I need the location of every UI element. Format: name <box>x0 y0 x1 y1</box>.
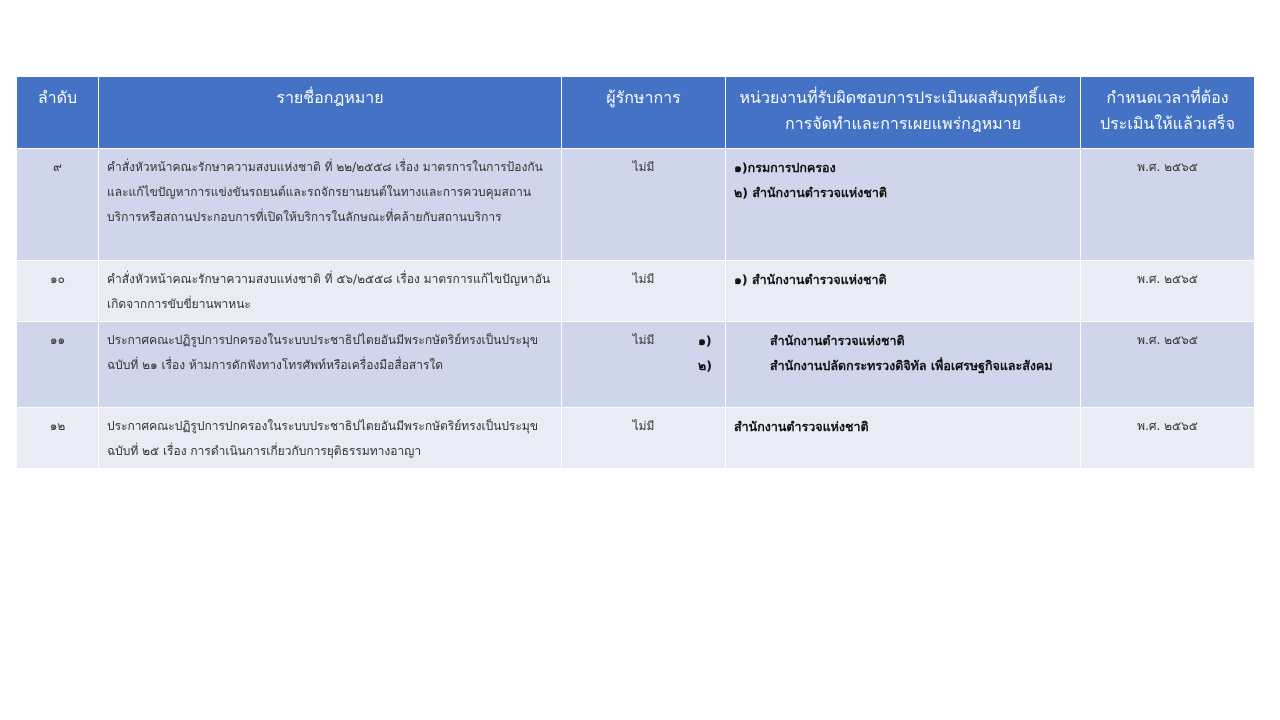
law-table <box>16 76 1255 469</box>
agency-item: ๒) สำนักงานตำรวจแห่งชาติ <box>734 185 887 200</box>
agency-item: ๑) สำนักงานตำรวจแห่งชาติ <box>698 333 905 348</box>
row-law-name <box>99 408 562 469</box>
agency-item: สำนักงานตำรวจแห่งชาติ <box>734 419 869 434</box>
row-caretaker: ไม่มี <box>562 149 726 261</box>
row-caretaker: ไม่มี <box>562 322 726 408</box>
row-law-name <box>99 149 562 261</box>
table-row <box>17 322 1255 408</box>
table-row <box>17 149 1255 261</box>
row-caretaker: ไม่มี <box>562 408 726 469</box>
row-law-name <box>99 322 562 408</box>
row-agency <box>698 322 1081 408</box>
agency-item: ๒) สำนักงานปลัดกระทรวงดิจิทัล เพื่อเศรษฐกิจและสังคม <box>698 358 1053 373</box>
table-header-row <box>17 77 1255 149</box>
agency-item: ๑) สำนักงานตำรวจแห่งชาติ <box>734 272 887 287</box>
row-deadline: พ.ศ. ๒๕๖๕ <box>1081 261 1255 322</box>
table-row <box>17 261 1255 322</box>
row-law-name <box>99 261 562 322</box>
row-deadline: พ.ศ. ๒๕๖๕ <box>1081 408 1255 469</box>
row-order: ๑๑ <box>17 322 99 408</box>
row-agency <box>726 261 1081 322</box>
law-name-text: ประกาศคณะปฏิรูปการปกครองในระบบประชาธิปไตยอันมีพระกษัตริย์ทรงเป็นประมุขฉบับที่ ๒๕ เรื่อง การดำเนินการเกี่ยวกับการยุติธรรมทางอาญา <box>107 419 539 458</box>
header-agency: หน่วยงานที่รับผิดชอบการประเมินผลสัมฤทธิ์และการจัดทำและการเผยแพร่กฎหมาย <box>726 77 1081 149</box>
header-order: ลำดับ <box>17 77 99 149</box>
row-agency <box>726 149 1081 261</box>
header-law-name: รายชื่อกฎหมาย <box>99 77 562 149</box>
row-order: ๑๒ <box>17 408 99 469</box>
row-deadline: พ.ศ. ๒๕๖๕ <box>1081 322 1255 408</box>
row-agency <box>726 408 1081 469</box>
row-deadline: พ.ศ. ๒๕๖๕ <box>1081 149 1255 261</box>
row-caretaker: ไม่มี <box>562 261 726 322</box>
row-order: ๑๐ <box>17 261 99 322</box>
law-name-text: คำสั่งหัวหน้าคณะรักษาความสงบแห่งชาติ ที่ ๒๒/๒๕๕๘ เรื่อง มาตรการในการป้องกันและแก้ไขปัญหาการแข่งขันรถยนต์และรถจักรยานยนต์ในทางและการควบคุมสถานบริการหรือสถานประกอบการที่เปิดให้บริการในลักษณะที่คล้ายกับสถานบริการ <box>107 160 543 224</box>
row-order: ๙ <box>17 149 99 261</box>
header-deadline: กำหนดเวลาที่ต้องประเมินให้แล้วเสร็จ <box>1081 77 1255 149</box>
law-name-text: คำสั่งหัวหน้าคณะรักษาความสงบแห่งชาติ ที่ ๕๖/๒๕๕๘ เรื่อง มาตรการแก้ไขปัญหาอันเกิดจากการขับขี่ยานพาหนะ <box>107 272 551 311</box>
table-row <box>17 408 1255 469</box>
header-caretaker: ผู้รักษาการ <box>562 77 726 149</box>
law-name-text: ประกาศคณะปฏิรูปการปกครองในระบบประชาธิปไตยอันมีพระกษัตริย์ทรงเป็นประมุขฉบับที่ ๒๑ เรื่อง ห้ามการดักฟังทางโทรศัพท์หรือเครื่องมือสื่อสารใด <box>107 333 539 372</box>
agency-item: ๑)กรมการปกครอง <box>734 160 836 175</box>
